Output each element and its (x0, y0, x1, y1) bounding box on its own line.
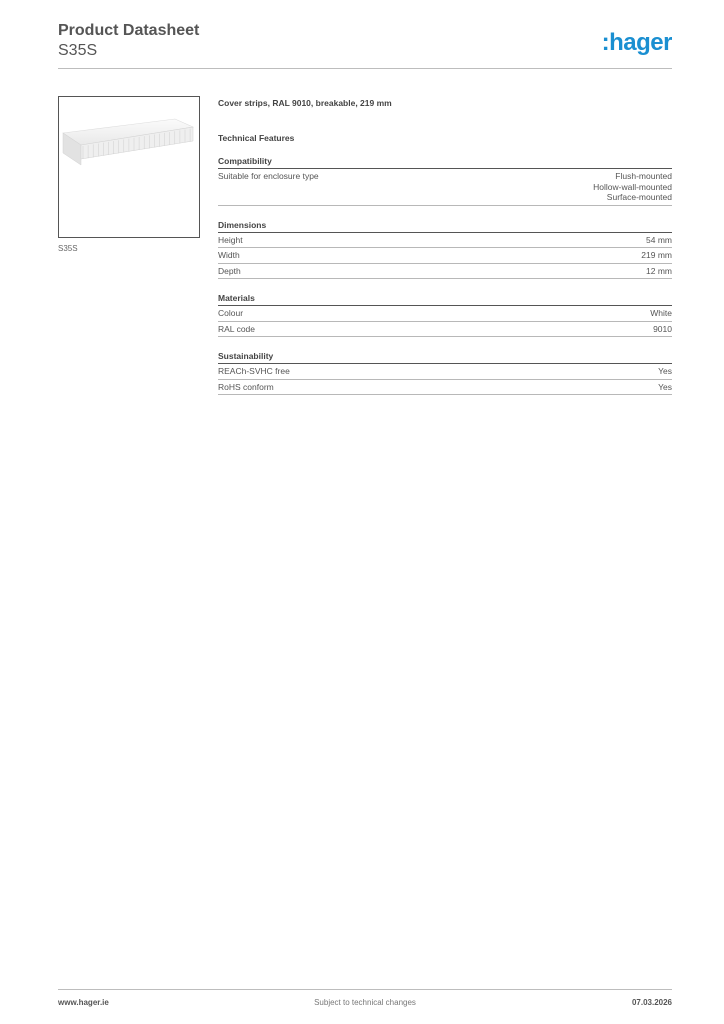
spec-row (218, 233, 672, 249)
product-description: Cover strips, RAL 9010, breakable, 219 mm (218, 98, 392, 108)
spec-label: Width (218, 250, 240, 260)
section-title: Sustainability (218, 350, 672, 364)
spec-value (646, 266, 672, 277)
product-code: S35S (58, 42, 98, 59)
spec-label: Colour (218, 308, 244, 318)
spec-label: Depth (218, 265, 241, 276)
logo-text: :hager (601, 29, 672, 56)
spec-value (593, 171, 672, 203)
spec-label: REACh-SVHC free (218, 366, 290, 376)
product-image-frame (58, 96, 200, 238)
spec-label: Suitable for enclosure type (218, 171, 319, 181)
section-title: Materials (218, 292, 672, 306)
spec-label: RAL code (218, 323, 256, 334)
spec-row (218, 364, 672, 380)
header-divider (58, 68, 672, 69)
cover-strip-image (59, 97, 199, 237)
spec-value-line: White (650, 308, 672, 318)
spec-row (218, 248, 672, 264)
spec-value (658, 366, 672, 377)
spec-value (653, 324, 672, 335)
footer-note: Subject to technical changes (314, 998, 416, 1007)
footer-divider (58, 989, 672, 990)
spec-value (646, 235, 672, 246)
spec-label: RoHS conform (218, 381, 274, 392)
spec-value-line: Yes (658, 366, 672, 376)
spec-row (218, 306, 672, 322)
spec-row (218, 322, 672, 338)
spec-value-line: Hollow-wall-mounted (593, 181, 672, 192)
technical-features-heading: Technical Features (218, 133, 295, 143)
spec-value-line: Flush-mounted (615, 171, 672, 181)
spec-value-line: 12 mm (646, 265, 672, 276)
spec-value (658, 382, 672, 393)
spec-value (641, 250, 672, 261)
spec-value-line: Surface-mounted (606, 192, 672, 202)
image-caption: S35S (58, 244, 78, 253)
spec-section-compatibility (218, 155, 672, 206)
spec-content (218, 96, 672, 395)
spec-section-dimensions (218, 219, 672, 280)
spec-sections (218, 155, 672, 395)
spec-value-line: 54 mm (646, 234, 672, 245)
spec-value-line: 9010 (653, 323, 672, 334)
spec-row (218, 264, 672, 280)
footer-date: 07.03.2026 (631, 998, 672, 1007)
section-title: Compatibility (218, 155, 672, 169)
footer-website: www.hager.ie (58, 998, 109, 1007)
spec-value-line: 219 mm (641, 250, 672, 260)
document-header (58, 21, 199, 60)
document-title: Product Datasheet (58, 22, 200, 39)
spec-label: Height (218, 234, 243, 245)
spec-row (218, 380, 672, 396)
spec-section-sustainability (218, 350, 672, 395)
spec-value (650, 308, 672, 319)
hager-logo (592, 29, 672, 57)
section-title: Dimensions (218, 219, 672, 233)
spec-value-line: Yes (658, 381, 672, 392)
spec-section-materials (218, 292, 672, 337)
spec-row (218, 169, 672, 206)
